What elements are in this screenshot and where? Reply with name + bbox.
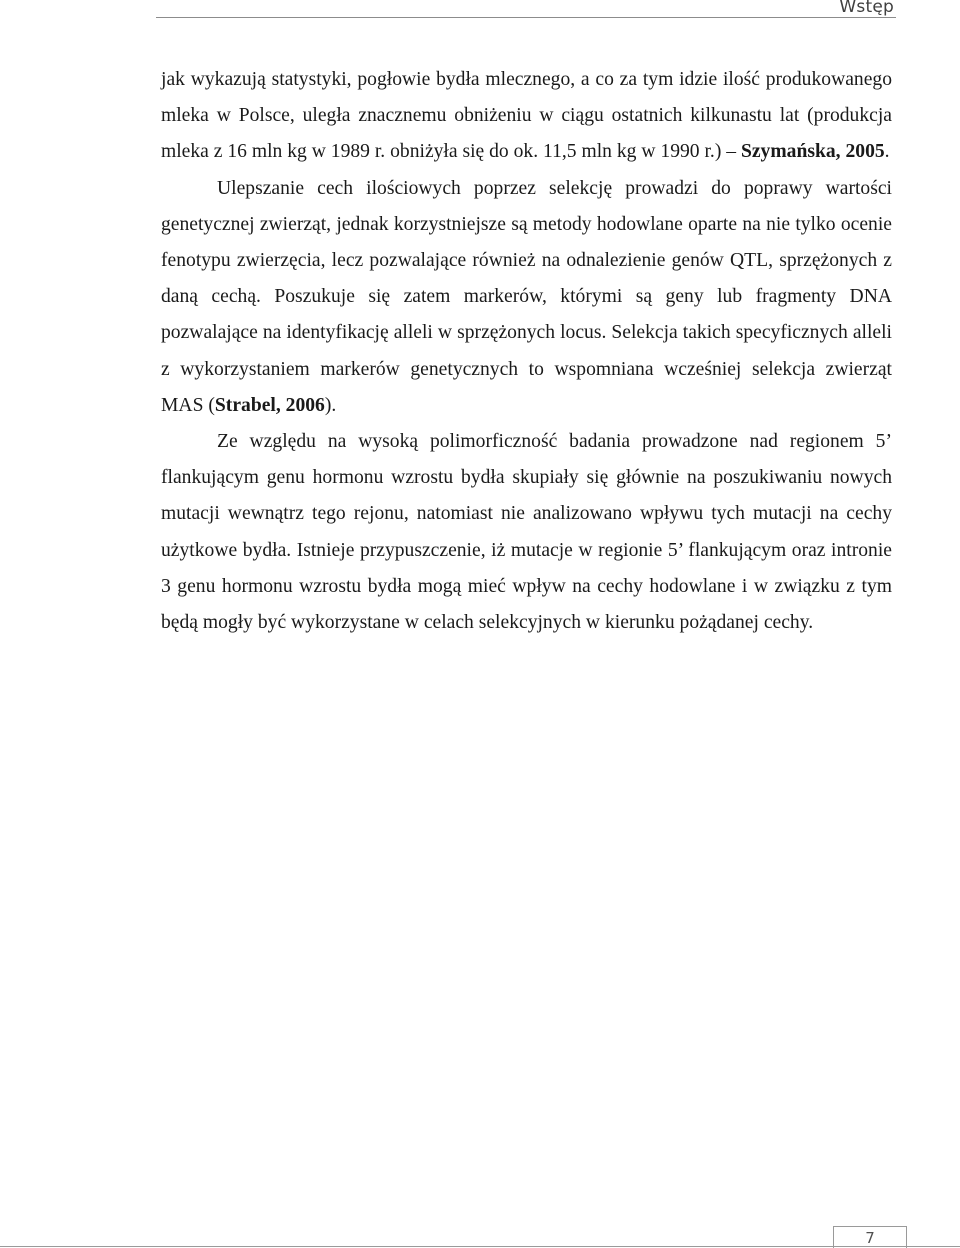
footer-rule xyxy=(0,1246,960,1247)
citation-strabel: Strabel, 2006 xyxy=(214,394,325,416)
paragraph-1-text: jak wykazują statystyki, pogłowie bydła mlecznego, a co za tym idzie ilość produkowanego mleka w Polsce, uległa znacznemu obniżeniu w ciągu ostatnich kilkunastu lat (produkcja mleka z 16 mln kg w 1989 r. obniżyła się do ok. 11,5 mln kg w 1990 r.) – xyxy=(161,69,892,163)
paragraph-3: Ze względu na wysoką polimorficzność badania prowadzone nad regionem 5’ flankującym genu hormonu wzrostu bydła skupiały się głównie na poszukiwaniu nowych mutacji wewnątrz tego rejonu, natomiast nie analizowano wpływu tych mutacji na cechy użytkowe bydła. Istnieje przypuszczenie, iż mutacje w regionie 5’ flankującym oraz intronie 3 genu hormonu wzrostu bydła mogą mieć wpływ na cechy hodowlane i w związku z tym będą mogły być wykorzystane w celach selekcyjnych w kierunku pożądanej cechy. xyxy=(161,431,892,634)
paragraph-1 xyxy=(161,62,892,171)
body-text xyxy=(161,62,892,641)
citation-szymanska: Szymańska, 2005 xyxy=(740,141,885,163)
paragraph-1-end: . xyxy=(884,141,890,163)
running-header-title: Wstęp xyxy=(839,0,894,17)
header-rule xyxy=(156,17,896,18)
paragraph-2 xyxy=(161,171,892,424)
paragraph-2-end: ). xyxy=(324,394,337,416)
page-number: 7 xyxy=(865,1229,875,1247)
paragraph-2-text: Ulepszanie cech ilościowych poprzez selekcję prowadzi do poprawy wartości genetycznej zwierząt, jednak korzystniejsze są metody hodowlane oparte na nie tylko ocenie fenotypu zwierzęcia, lecz pozwalające również na odnalezienie genów QTL, sprzężonych z daną cechą. Poszukuje się zatem markerów, którymi są geny lub fragmenty DNA pozwalające na identyfikację alleli w sprzężonych locus. Selekcja takich specyficznych alleli z wykorzystaniem markerów genetycznych to wspomniana wcześniej selekcja zwierząt MAS ( xyxy=(161,177,892,416)
